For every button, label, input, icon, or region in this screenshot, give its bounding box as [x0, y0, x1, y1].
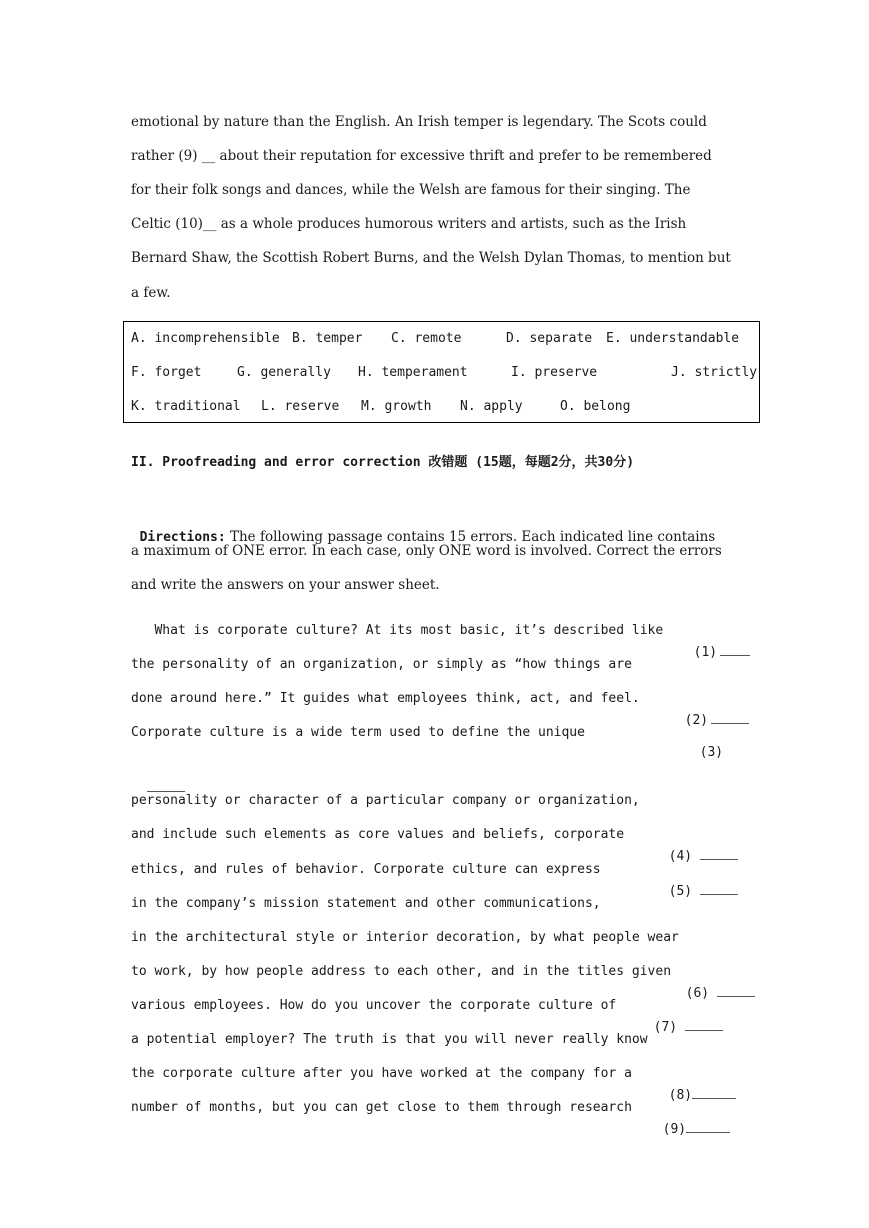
line-number: (8): [668, 1088, 693, 1103]
line-number: (7): [653, 1020, 678, 1035]
answer-slot-1: [678, 621, 750, 663]
option-i: I. preserve: [511, 365, 598, 380]
section-heading: II. Proofreading and error correction 改错题 (15题，每题2分，共30分): [131, 455, 635, 470]
option-n: N. apply: [460, 399, 523, 414]
line-number: (6): [685, 986, 710, 1001]
proof-line-7: ethics, and rules of behavior. Corporate culture can express: [131, 862, 601, 877]
answer-slot-5: [653, 860, 738, 902]
answer-blank[interactable]: [720, 641, 750, 656]
proof-line-8: in the company’s mission statement and other communications,: [131, 896, 601, 911]
option-c: C. remote: [391, 331, 462, 346]
line-number: (5): [668, 884, 693, 899]
option-j: J. strictly: [671, 365, 758, 380]
option-b: B. temper: [292, 331, 363, 346]
proof-line-10: to work, by how people address to each other, and in the titles given: [131, 964, 672, 979]
line-number: (9): [662, 1122, 687, 1137]
proof-line-4: Corporate culture is a wide term used to define the unique: [131, 725, 585, 740]
answer-blank[interactable]: [717, 982, 755, 997]
proof-line-6: and include such elements as core values and beliefs, corporate: [131, 827, 625, 842]
proof-line-3: done around here.” It guides what employees think, act, and feel.: [131, 691, 640, 706]
line-number: (1): [693, 645, 718, 660]
passage-line-2: rather (9) __ about their reputation for excessive thrift and prefer to be remembered: [131, 148, 712, 164]
passage-line-4: Celtic (10)__ as a whole produces humorous writers and artists, such as the Irish: [131, 216, 687, 232]
proof-line-13: the corporate culture after you have worked at the company for a: [131, 1066, 632, 1081]
answer-blank[interactable]: [692, 1084, 736, 1099]
proof-line-11: various employees. How do you uncover the corporate culture of: [131, 998, 617, 1013]
option-a: A. incomprehensible: [131, 331, 280, 346]
passage-line-3: for their folk songs and dances, while the Welsh are famous for their singing. The: [131, 182, 691, 198]
option-h: H. temperament: [358, 365, 468, 380]
line-number: (3): [699, 745, 724, 760]
answer-slot-3-blank: [131, 757, 185, 799]
proof-line-2: the personality of an organization, or simply as “how things are: [131, 657, 632, 672]
option-f: F. forget: [131, 365, 202, 380]
answer-blank[interactable]: [700, 845, 738, 860]
answer-blank[interactable]: [711, 709, 749, 724]
line-number: (2): [684, 713, 709, 728]
option-d: D. separate: [506, 331, 593, 346]
option-k: K. traditional: [131, 399, 241, 414]
passage-line-5: Bernard Shaw, the Scottish Robert Burns, and the Welsh Dylan Thomas, to mention but: [131, 250, 731, 266]
proof-line-12: a potential employer? The truth is that you will never really know: [131, 1032, 648, 1047]
directions-text: The following passage contains 15 errors. Each indicated line contains: [225, 529, 716, 545]
proof-line-9: in the architectural style or interior decoration, by what people wear: [131, 930, 679, 945]
option-m: M. growth: [361, 399, 432, 414]
answer-slot-7: [638, 996, 723, 1038]
option-g: G. generally: [237, 365, 331, 380]
answer-blank[interactable]: [686, 1118, 730, 1133]
answer-blank[interactable]: [700, 880, 738, 895]
proof-line-5: personality or character of a particular company or organization,: [131, 793, 640, 808]
directions-label: Directions:: [139, 530, 226, 545]
option-l: L. reserve: [261, 399, 340, 414]
option-e: E. understandable: [606, 331, 740, 346]
proof-line-14: number of months, but you can get close to them through research: [131, 1100, 632, 1115]
directions-line-2: a maximum of ONE error. In each case, only ONE word is involved. Correct the errors: [131, 543, 722, 559]
answer-slot-9: [647, 1098, 730, 1140]
passage-line-6: a few.: [131, 285, 171, 301]
answer-slot-3: [684, 723, 723, 763]
line-number: (4): [668, 849, 693, 864]
proof-line-1: What is corporate culture? At its most basic, it’s described like: [131, 623, 664, 638]
directions-line-3: and write the answers on your answer sheet.: [131, 577, 440, 593]
option-o: O. belong: [560, 399, 631, 414]
answer-blank[interactable]: [147, 777, 185, 792]
passage-line-1: emotional by nature than the English. An Irish temper is legendary. The Scots could: [131, 114, 707, 130]
answer-blank[interactable]: [685, 1016, 723, 1031]
